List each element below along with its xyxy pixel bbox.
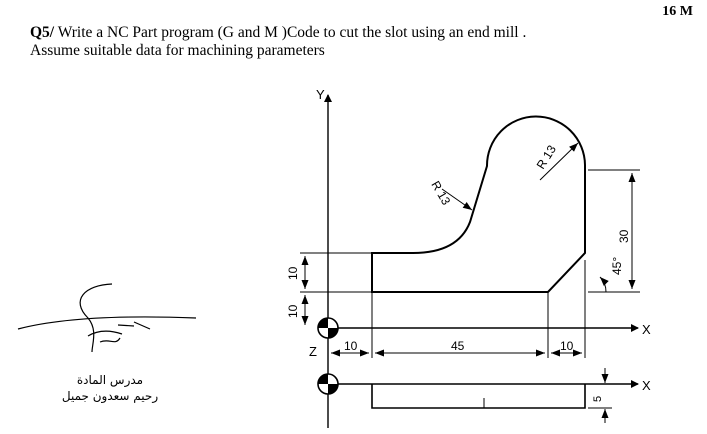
dim-10-x-label: 10 (344, 339, 358, 353)
dim-45-label: 45 (451, 339, 465, 353)
y-axis-label: Y (316, 87, 325, 102)
radius-left-label: R 13 (428, 178, 454, 208)
chamfer-reference-line (548, 253, 585, 292)
marks-label: 16 M (662, 4, 693, 19)
signature-drawing (18, 284, 196, 352)
dim-10-vertical-upper-label: 10 (286, 266, 300, 280)
question-line-2: Assume suitable data for machining parameters (30, 42, 325, 59)
question-number: Q5/ (30, 24, 55, 41)
signature-title: مدرس المادة (76, 373, 144, 387)
dim-5-label: 5 (592, 395, 604, 402)
dim-angle-label: 45° (610, 256, 624, 275)
signature-name: رحيم سعدون جميل (61, 389, 159, 403)
dim-10-right-label: 10 (560, 339, 574, 353)
x-axis-top-label: X (642, 322, 651, 337)
side-view-slot (372, 384, 585, 408)
angle-arc (600, 277, 606, 292)
radius-right-label: R 13 (533, 142, 559, 172)
origin-symbol-top (318, 318, 338, 338)
x-axis-bottom-label: X (642, 378, 651, 393)
question-line-1: Write a NC Part program (G and M )Code to cut the slot using an end mill . (54, 24, 527, 41)
slot-profile (372, 116, 585, 292)
z-axis-label: Z (309, 344, 317, 359)
dim-30-label: 30 (617, 229, 631, 243)
dim-10-vertical-lower-label: 10 (286, 304, 300, 318)
origin-symbol-bottom (318, 374, 338, 394)
